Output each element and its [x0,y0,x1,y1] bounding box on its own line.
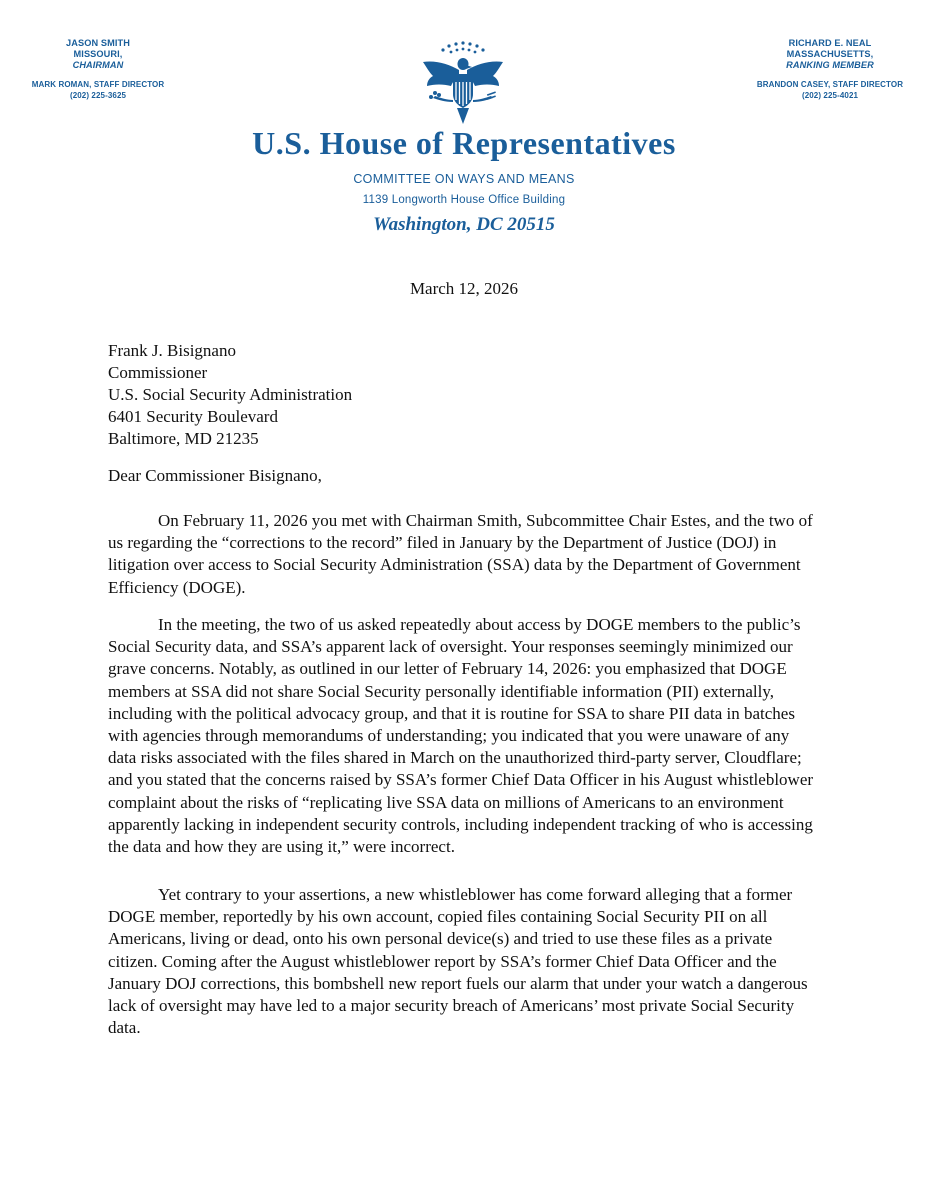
recipient-line: U.S. Social Security Administration [108,385,353,404]
chairman-phone: (202) 225-3625 [69,91,127,100]
office-address: 1139 Longworth House Office Building [362,194,566,206]
body-paragraph [108,884,820,1039]
chairman-name: JASON SMITH [66,38,130,48]
ranking-member-phone: (202) 225-4021 [801,91,859,100]
chairman-state: MISSOURI, [73,49,123,59]
recipient-address [108,340,352,450]
recipient-line: Baltimore, MD 21235 [108,429,259,448]
body-paragraph [108,510,820,599]
paragraph-text: In the meeting, the two of us asked repeatedly about access by DOGE members to the public’s Social Security data, and SSA’s apparent lack of oversight. Your responses seemingly minimized our grave concerns. Notably, as outlined in our letter of February 14, 2026: you emphasized that DOGE members at SSA did not share Social Security personally identifiable information (PII) externally, including with the political advocacy group, and that it is routine for SSA to share PII data in batches with agencies through memorandums of understanding; you indicated that you were unaware of any data risks associated with the files shared in March on the unauthorized third-party server, Cloudflare; and you stated that the concerns raised by SSA’s former Chief Data Officer in his August whistleblower complaint about the risks of “replicating live SSA data on millions of Americans to an environment apparently lacking in independent security controls, including independent tracking of who is accessing the data and how they are using it,” were incorrect. [108,615,814,857]
eagle-seal-icon [415,38,511,134]
ranking-member-staff-director: BRANDON CASEY, STAFF DIRECTOR [756,80,904,89]
paragraph-text: On February 11, 2026 you met with Chairman Smith, Subcommittee Chair Estes, and the two of us regarding the “corrections to the record” filed in January by the Department of Justice (DOJ) in litigation over access to Social Security Administration (SSA) data by the Department of Government Efficiency (DOGE). [108,511,813,597]
chairman-role: CHAIRMAN [72,60,124,70]
house-title: U.S. House of Representatives [252,125,676,161]
ranking-member-role: RANKING MEMBER [786,60,874,70]
salutation: Dear Commissioner Bisignano, [108,466,322,485]
recipient-line: 6401 Security Boulevard [108,407,278,426]
letter-date: March 12, 2026 [409,279,519,298]
ranking-member-name: RICHARD E. NEAL [788,38,872,48]
office-city: Washington, DC 20515 [373,214,555,235]
body-paragraph [108,614,820,858]
chairman-staff-director: MARK ROMAN, STAFF DIRECTOR [31,80,165,89]
committee-name: COMMITTEE ON WAYS AND MEANS [353,172,575,186]
ranking-member-block [750,38,910,101]
paragraph-text: Yet contrary to your assertions, a new whistleblower has come forward alleging that a former DOGE member, reportedly by his own account, copied files containing Social Security PII on all Americans, living or dead, onto his own personal device(s) and tried to use these files as a private citizen. Coming after the August whistleblower report by SSA’s former Chief Data Officer and the January DOJ corrections, this bombshell new report fuels our alarm that under your watch a dangerous lack of oversight may have led to a major security breach of Americans’ most private Social Security data. [108,885,808,1038]
chairman-block [18,38,178,101]
ranking-member-state: MASSACHUSETTS, [786,49,874,59]
recipient-line: Frank J. Bisignano [108,341,236,360]
recipient-line: Commissioner [108,363,208,382]
